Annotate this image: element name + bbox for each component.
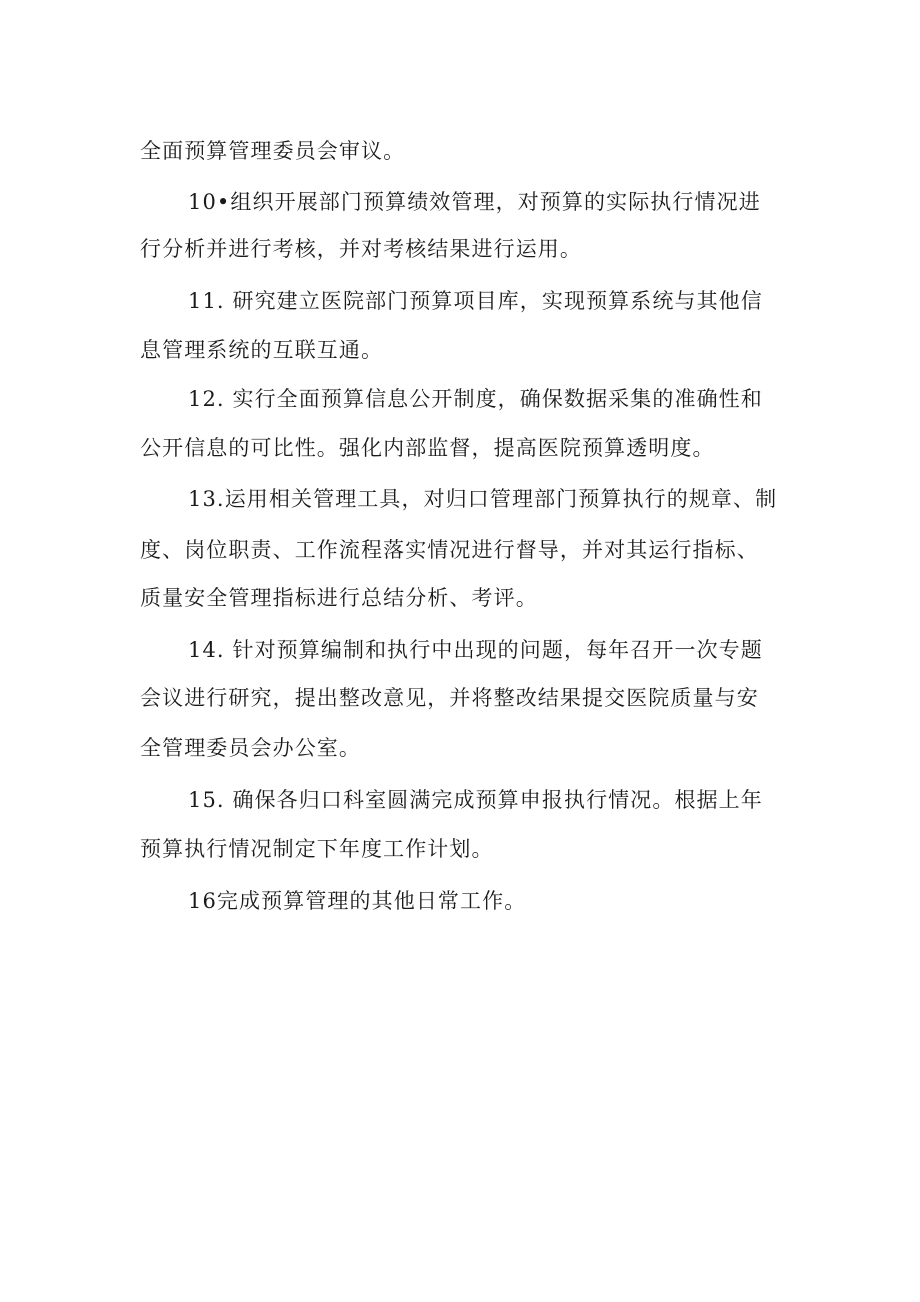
text-line: 度、岗位职责、工作流程落实情况进行督导，并对其运行指标、: [140, 538, 759, 562]
text-line: 12. 实行全面预算信息公开制度，确保数据采集的准确性和: [188, 387, 763, 411]
text-line: 质量安全管理指标进行总结分析、考评。: [140, 586, 538, 610]
text-line: 公开信息的可比性。强化内部监督，提高医院预算透明度。: [140, 436, 715, 460]
text-line: 会议进行研究，提出整改意见，并将整改结果提交医院质量与安: [140, 686, 759, 710]
text-line: 全管理委员会办公室。: [140, 736, 361, 760]
text-line: 息管理系统的互联互通。: [140, 338, 384, 362]
text-line: 14. 针对预算编制和执行中出现的问题，每年召开一次专题: [188, 638, 763, 662]
text-line: 11. 研究建立医院部门预算项目库，实现预算系统与其他信: [188, 289, 763, 313]
text-line: 13.运用相关管理工具，对归口管理部门预算执行的规章、制: [188, 487, 778, 511]
text-line: 行分析并进行考核，并对考核结果进行运用。: [140, 237, 582, 261]
text-line: 10•组织开展部门预算绩效管理，对预算的实际执行情况进: [188, 190, 761, 214]
text-line: 16完成预算管理的其他日常工作。: [188, 889, 527, 913]
text-line: 预算执行情况制定下年度工作计划。: [140, 837, 494, 861]
text-line: 全面预算管理委员会审议。: [140, 139, 406, 163]
text-line: 15. 确保各归口科室圆满完成预算申报执行情况。根据上年: [188, 788, 763, 812]
